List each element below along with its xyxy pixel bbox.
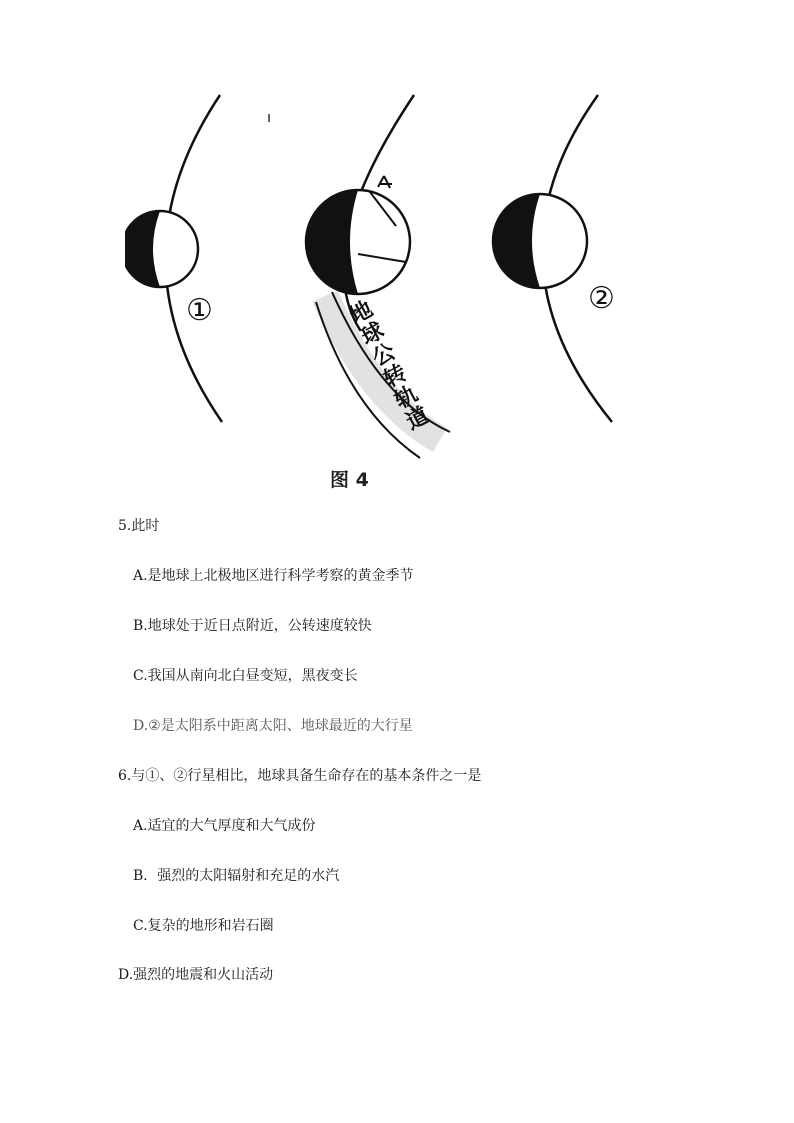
marker-2: ② [588,281,615,316]
figure-caption: 图 4 [330,469,369,491]
speck [268,114,270,122]
question-5-option-d: D.②是太阳系中距离太阳、地球最近的大行星 [133,718,413,734]
question-6-option-c: C.复杂的地形和岩石圈 [133,918,274,934]
orbit-label [320,290,470,480]
question-6-stem: 6.与①、②行星相比，地球具备生命存在的基本条件之一是 [118,768,482,784]
marker-1: ① [186,293,213,328]
question-5-option-b: B.地球处于近日点附近，公转速度较快 [133,618,372,634]
planet-2 [493,194,587,288]
question-5-option-c: C.我国从南向北白昼变短，黑夜变长 [133,668,358,684]
orbit-label-text: 地球公转轨道 [342,296,433,436]
question-5-stem: 5.此时 [118,518,160,534]
question-6-option-d: D.强烈的地震和火山活动 [118,967,274,983]
question-5-option-a: A.是地球上北极地区进行科学考察的黄金季节 [133,568,414,584]
earth [306,176,410,294]
question-6-option-b: B．强烈的太阳辐射和充足的水汽 [133,868,340,884]
question-6-option-a: A.适宜的大气厚度和大气成份 [133,818,316,834]
planet-1 [120,210,198,290]
